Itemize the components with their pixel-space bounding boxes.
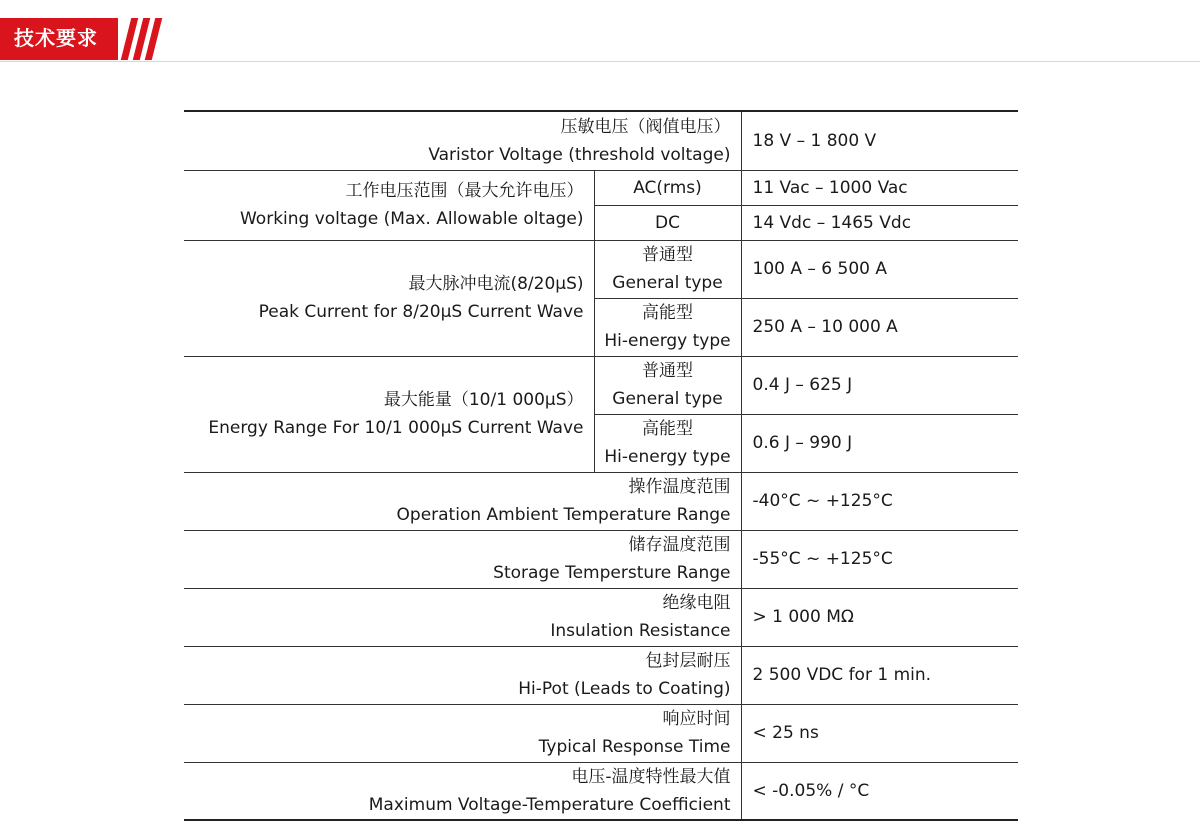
spec-row-peak-current <box>184 240 1018 298</box>
spec-name-en: Hi-Pot (Leads to Coating) <box>518 679 731 699</box>
spec-name-en: Typical Response Time <box>538 737 731 757</box>
spec-subtype: 高能型 Hi-energy type <box>594 414 741 472</box>
spec-subtype: 普通型 General type <box>594 356 741 414</box>
spec-subtype: 高能型 Hi-energy type <box>594 298 741 356</box>
spec-value: < -0.05% / °C <box>741 762 1018 820</box>
spec-name-en: Energy Range For 10/1 000μS Current Wave <box>208 418 584 438</box>
spec-value: 250 A – 10 000 A <box>741 298 1018 356</box>
spec-name <box>184 170 594 240</box>
spec-name-zh: 最大能量（10/1 000μS） <box>383 390 584 410</box>
spec-name-en: Working voltage (Max. Allowable oltage) <box>239 209 584 229</box>
spec-row-operation-temperature <box>184 472 1018 530</box>
spec-row-working-voltage <box>184 170 1018 205</box>
spec-name-en: Peak Current for 8/20μS Current Wave <box>258 302 584 322</box>
header-divider <box>0 61 1200 62</box>
spec-row-storage-temperature <box>184 530 1018 588</box>
spec-name <box>184 646 741 704</box>
spec-name-en: Storage Tempersture Range <box>493 563 731 583</box>
spec-name <box>184 111 741 170</box>
spec-subtype: DC <box>594 205 741 240</box>
spec-name-zh: 最大脉冲电流(8/20μS) <box>408 274 584 294</box>
spec-row-hi-pot <box>184 646 1018 704</box>
spec-name-zh: 压敏电压（阀值电压） <box>560 116 731 137</box>
spec-value: 0.4 J – 625 J <box>741 356 1018 414</box>
spec-value: < 25 ns <box>741 704 1018 762</box>
spec-name-en: Varistor Voltage (threshold voltage) <box>428 144 731 165</box>
spec-name <box>184 472 741 530</box>
spec-name <box>184 588 741 646</box>
section-title: 技术要求 <box>0 18 118 60</box>
spec-value: 11 Vac – 1000 Vac <box>741 170 1018 205</box>
spec-value: -55°C ~ +125°C <box>741 530 1018 588</box>
spec-name-zh: 包封层耐压 <box>645 651 731 671</box>
spec-row-temperature-coefficient <box>184 762 1018 820</box>
spec-name <box>184 762 741 820</box>
spec-name <box>184 704 741 762</box>
spec-subtype: 普通型 General type <box>594 240 741 298</box>
spec-name-en: Operation Ambient Temperature Range <box>396 505 731 525</box>
spec-name <box>184 530 741 588</box>
spec-value: 14 Vdc – 1465 Vdc <box>741 205 1018 240</box>
section-header <box>0 0 1200 62</box>
spec-name-zh: 工作电压范围（最大允许电压） <box>345 181 584 201</box>
spec-row-varistor-voltage <box>184 111 1018 170</box>
spec-name-zh: 储存温度范围 <box>628 535 731 555</box>
spec-name-en: Maximum Voltage-Temperature Coefficient <box>368 794 731 815</box>
spec-name <box>184 240 594 356</box>
spec-name-zh: 操作温度范围 <box>628 477 731 497</box>
spec-value: -40°C ~ +125°C <box>741 472 1018 530</box>
spec-name-en: Insulation Resistance <box>550 621 731 641</box>
spec-value: 100 A – 6 500 A <box>741 240 1018 298</box>
spec-value: > 1 000 MΩ <box>741 588 1018 646</box>
spec-row-insulation-resistance <box>184 588 1018 646</box>
spec-name <box>184 356 594 472</box>
spec-row-response-time <box>184 704 1018 762</box>
spec-subtype: AC(rms) <box>594 170 741 205</box>
spec-value: 0.6 J – 990 J <box>741 414 1018 472</box>
spec-row-energy-range <box>184 356 1018 414</box>
spec-name-zh: 响应时间 <box>662 709 731 729</box>
spec-value: 18 V – 1 800 V <box>741 111 1018 170</box>
spec-name-zh: 电压-温度特性最大值 <box>571 766 731 787</box>
spec-value: 2 500 VDC for 1 min. <box>741 646 1018 704</box>
technical-spec-table <box>184 110 1018 821</box>
spec-name-zh: 绝缘电阻 <box>662 593 731 613</box>
